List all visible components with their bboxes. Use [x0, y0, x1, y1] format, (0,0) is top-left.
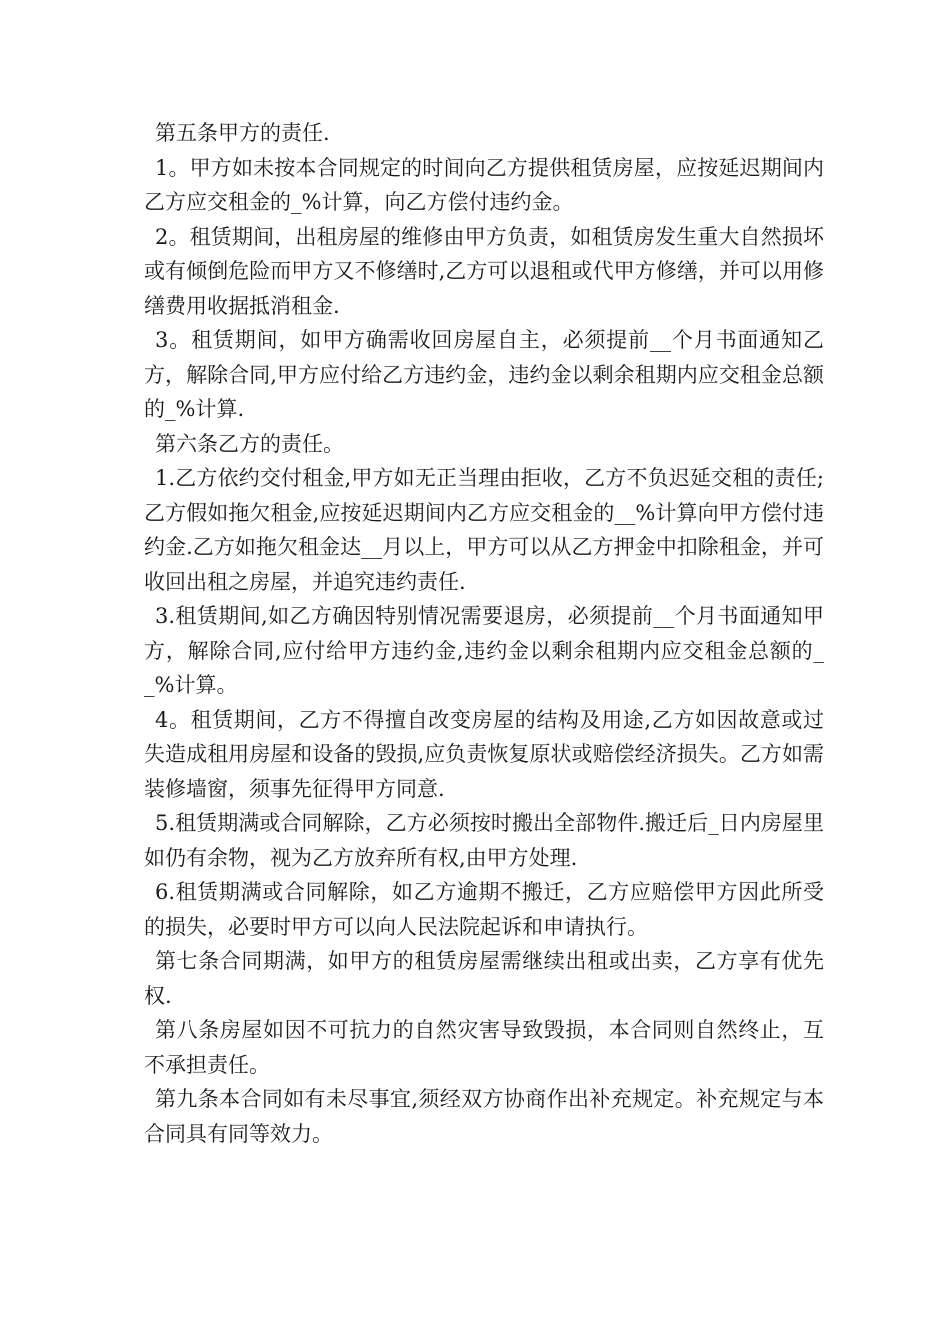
- paragraph-article-7: 第七条合同期满，如甲方的租赁房屋需继续出租或出卖，乙方享有优先权.: [144, 949, 824, 1008]
- document-body: [144, 116, 824, 1151]
- paragraph-article-9: 第九条本合同如有未尽事宜,须经双方协商作出补充规定。补充规定与本合同具有同等效力。: [144, 1087, 824, 1146]
- paragraph-article-6-item-4: 4。租赁期间，乙方不得擅自改变房屋的结构及用途,乙方如因故意或过失造成租用房屋和设备的毁损,应负责恢复原状或赔偿经济损失。乙方如需装修墙窗，须事先征得甲方同意.: [144, 707, 824, 801]
- paragraph-article-6-item-3: 3.租赁期间,如乙方确因特别情况需要退房，必须提前__个月书面通知甲方，解除合同,应付给甲方违约金,违约金以剩余租期内应交租金总额的__%计算。: [144, 604, 824, 697]
- paragraph-article-5-item-2: 2。租赁期间，出租房屋的维修由甲方负责，如租赁房发生重大自然损坏或有倾倒危险而甲方又不修缮时,乙方可以退租或代甲方修缮，并可以用修缮费用收据抵消租金.: [144, 224, 824, 318]
- paragraph-article-5-heading: 第五条甲方的责任.: [155, 121, 330, 145]
- paragraph-article-6-item-1: 1.乙方依约交付租金,甲方如无正当理由拒收，乙方不负迟延交租的责任;乙方假如拖欠租金,应按延迟期间内乙方应交租金的__%计算向甲方偿付违约金.乙方如拖欠租金达__月以上，甲方可以从乙方押金中扣除租金，并可收回出租之房屋，并追究违约责任.: [144, 466, 824, 594]
- paragraph-article-8: 第八条房屋如因不可抗力的自然灾害导致毁损，本合同则自然终止，互不承担责任。: [144, 1018, 824, 1077]
- paragraph-article-6-heading: 第六条乙方的责任。: [155, 431, 344, 456]
- paragraph-article-6-item-5: 5.租赁期满或合同解除，乙方必须按时搬出全部物件.搬迁后_日内房屋里如仍有余物，视为乙方放弃所有权,由甲方处理.: [144, 811, 824, 870]
- paragraph-article-5-item-3: 3。租赁期间，如甲方确需收回房屋自主，必须提前__个月书面通知乙方，解除合同,甲方应付给乙方违约金，违约金以剩余租期内应交租金总额的_%计算.: [144, 328, 824, 421]
- paragraph-article-6-item-6: 6.租赁期满或合同解除，如乙方逾期不搬迁，乙方应赔偿甲方因此所受的损失，必要时甲方可以向人民法院起诉和申请执行。: [144, 880, 824, 939]
- paragraph-article-5-item-1: 1。甲方如未按本合同规定的时间向乙方提供租赁房屋，应按延迟期间内乙方应交租金的_%计算，向乙方偿付违约金。: [144, 155, 824, 214]
